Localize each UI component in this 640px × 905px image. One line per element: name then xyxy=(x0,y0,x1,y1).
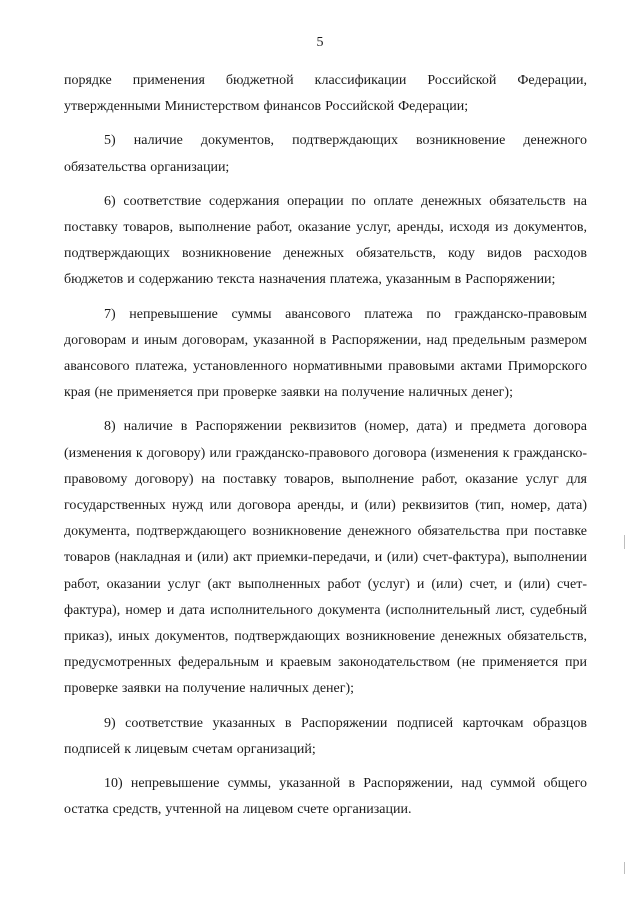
paragraph-item-10: 10) непревышение суммы, указанной в Распоряжении, над суммой общего остатка средств, учтенной на лицевом счете организации. xyxy=(64,776,587,818)
paragraph-item-9: 9) соответствие указанных в Распоряжении подписей карточкам образцов подписей к лицевым счетам организаций; xyxy=(64,715,587,757)
paragraph-continuation: порядке применения бюджетной классификации Российской Федерации, утвержденными Министерством финансов Российской Федерации; xyxy=(64,73,587,115)
paragraph-item-5: 5) наличие документов, подтверждающих возникновение денежного обязательства организации; xyxy=(64,133,587,175)
scan-edge-mark xyxy=(624,862,625,874)
paragraph-item-7: 7) непревышение суммы авансового платежа по гражданско-правовым договорам и иным договорам, указанной в Распоряжении, над предельным размером авансового платежа, установленного нормативными правовыми актами Приморского края (не применяется при проверке заявки на получение наличных денег); xyxy=(64,306,587,401)
scan-edge-mark xyxy=(624,535,625,549)
paragraph-item-8: 8) наличие в Распоряжении реквизитов (номер, дата) и предмета договора (изменения к договору) или гражданско-правового договора (изменения к гражданско-правовому договору) на поставку товаров, выполнение работ, оказание услуг для государственных нужд или договора аренды, и (или) реквизитов (тип, номер, дата) документа, подтверждающего возникновение денежного обязательства при поставке товаров (накладная и (или) акт приемки-передачи, и (или) счет-фактура), выполнении работ, оказании услуг (акт выполненных работ (услуг) и (или) счет, и (или) счет-фактура), номер и дата исполнительного документа (исполнительный лист, судебный приказ), иных документов, подтверждающих возникновение денежных обязательств, предусмотренных федеральным и краевым законодательством (не применяется при проверке заявки на получение наличных денег); xyxy=(64,419,587,697)
page-number: 5 xyxy=(316,35,324,50)
page-body xyxy=(64,68,587,831)
paragraph-item-6: 6) соответствие содержания операции по оплате денежных обязательств на поставку товаров, выполнение работ, оказание услуг, аренды, исходя из документов, подтверждающих возникновение денежных обязательств, коду видов расходов бюджетов и содержанию текста назначения платежа, указанным в Распоряжении; xyxy=(64,193,587,288)
